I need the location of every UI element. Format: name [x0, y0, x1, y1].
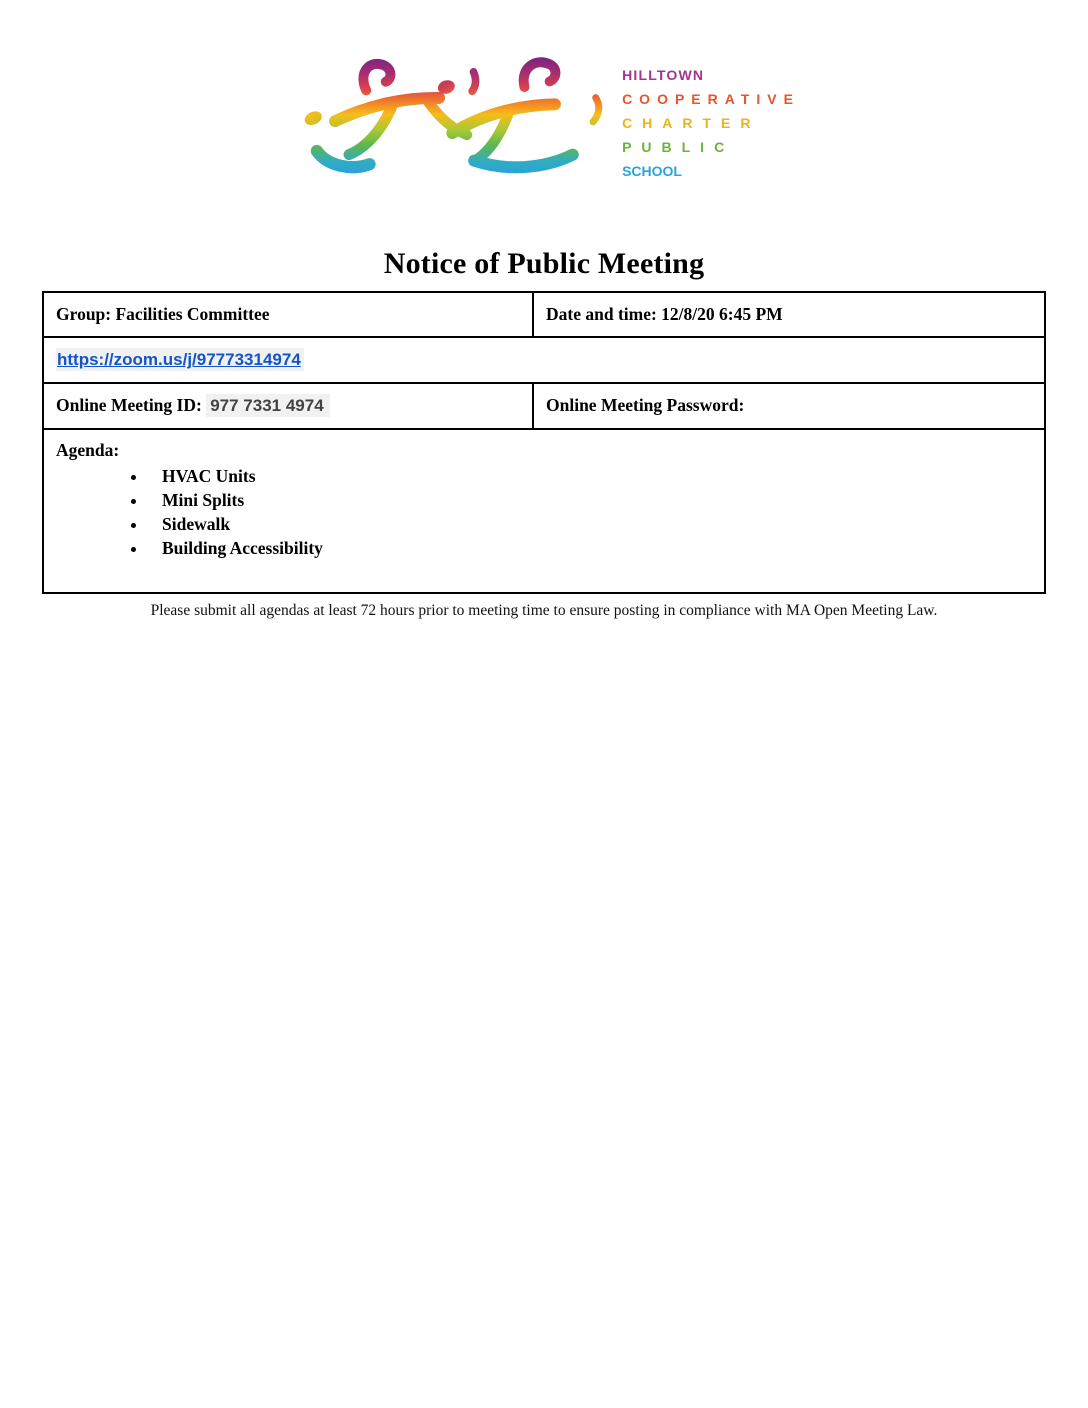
school-logo: [0, 0, 1088, 197]
link-cell: [44, 338, 1044, 382]
agenda-item: • Sidewalk: [148, 512, 1032, 536]
agenda-item: • Building Accessibility: [148, 536, 1032, 560]
agenda-label: Agenda:: [56, 440, 120, 460]
agenda-list: [56, 464, 1032, 560]
dancing-figures-logo-icon: [288, 48, 606, 197]
meeting-id-cell: [44, 384, 534, 428]
school-name-line: SCHOOL: [622, 162, 682, 179]
school-name-line: CHARTER: [622, 114, 761, 131]
zoom-meeting-link[interactable]: https://zoom.us/j/97773314974: [56, 348, 304, 371]
document-page: [0, 0, 1088, 622]
table-row-id-password: [44, 384, 1044, 430]
agenda-item: • Mini Splits: [148, 488, 1032, 512]
meeting-table: [42, 291, 1046, 594]
date-time-cell: Date and time: 12/8/20 6:45 PM: [546, 304, 783, 324]
agenda-item: • HVAC Units: [148, 464, 1032, 488]
meeting-id-value: 977 7331 4974: [206, 394, 329, 417]
school-name-line: PUBLIC: [622, 138, 735, 155]
group-cell: Group: Facilities Committee: [44, 293, 534, 336]
page-title: Notice of Public Meeting: [383, 247, 705, 280]
footer-note: Please submit all agendas at least 72 hours prior to meeting time to ensure posting in compliance with MA Open Meeting Law.: [150, 602, 938, 619]
password-cell: Online Meeting Password:: [546, 395, 745, 415]
agenda-cell: [44, 430, 1044, 592]
table-row-agenda: [44, 430, 1044, 592]
school-name: [622, 63, 800, 183]
school-name-line: COOPERATIVE: [622, 90, 800, 107]
school-name-line: HILLTOWN: [622, 66, 705, 83]
meeting-id-label: Online Meeting ID:: [56, 395, 202, 415]
table-row-group-date: [44, 293, 1044, 338]
table-row-link: [44, 338, 1044, 384]
